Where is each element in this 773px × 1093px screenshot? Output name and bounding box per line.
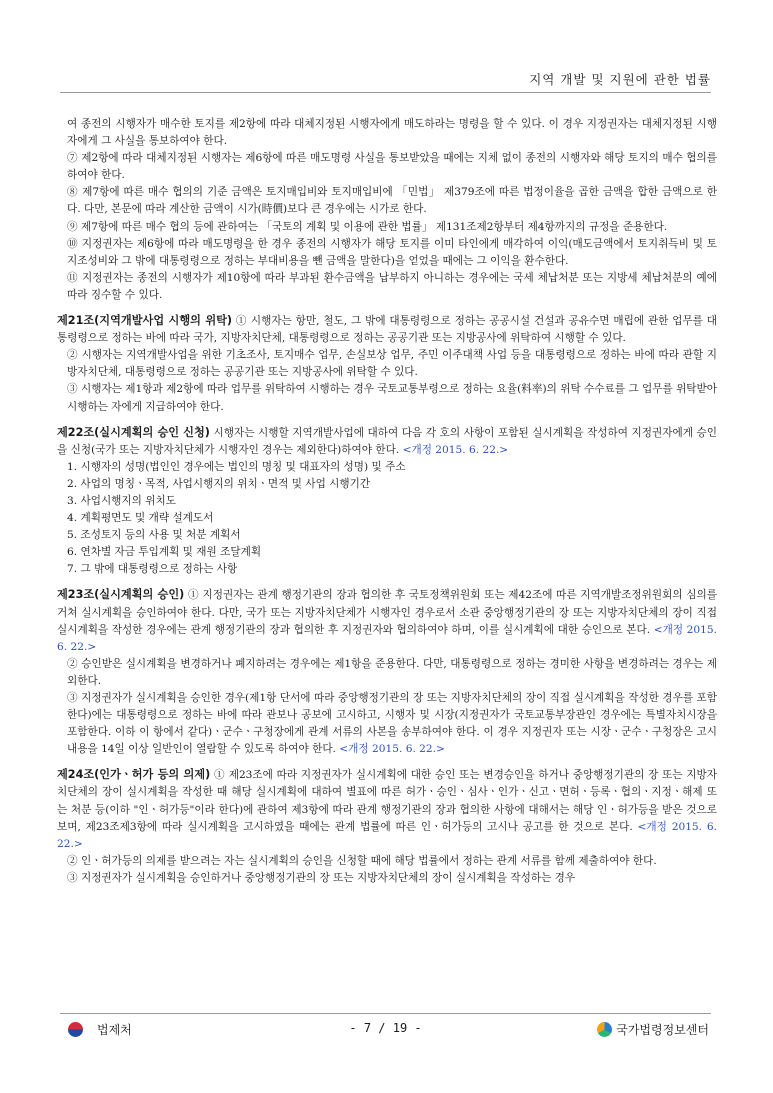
article-23 (57, 586, 717, 655)
paragraph: ⑦ 제2항에 따라 대체지정된 시행자는 제6항에 따른 매도명령 사실을 통보받았을 때에는 지체 없이 종전의 시행자와 해당 토지의 매수 협의를 하여야 한다. (67, 152, 717, 182)
article-text: 시행자는 시행할 지역개발사업에 대하여 다음 각 호의 사항이 포함된 실시계획을 작성하여 지정권자에게 승인을 신청(국가 또는 지방자치단체가 시행자인 경우는 제외한다)하여야 한다. (57, 426, 717, 456)
paragraph: ② 승인받은 실시계획을 변경하거나 폐지하려는 경우에는 제1항을 준용한다. 다만, 대통령령으로 정하는 경미한 사항을 변경하려는 경우는 제외한다. (67, 657, 717, 687)
article-22 (57, 424, 717, 459)
paragraph: ⑩ 지정권자는 제6항에 따라 매도명령을 한 경우 종전의 시행자가 해당 토지를 이미 타인에게 매각하여 이익(매도금액에서 토지취득비 및 토지조성비와 그 밖에 대통령령으로 정하는 부대비용을 뺀 금액을 말한다)을 얻었을 때에는 그 이익을 환수한다. (67, 237, 717, 267)
list-item: 6. 연차별 자금 투입계획 및 재원 조달계획 (67, 546, 262, 559)
law-center-logo-icon (597, 1022, 612, 1037)
list-item: 7. 그 밖에 대통령령으로 정하는 사항 (67, 563, 238, 576)
list-item: 4. 계획평면도 및 개략 설계도서 (67, 512, 214, 525)
list-item: 1. 시행자의 성명(법인인 경우에는 법인의 명칭 및 대표자의 성명) 및 주소 (67, 460, 406, 473)
paragraph: ② 인ㆍ허가등의 의제를 받으려는 자는 실시계획의 승인을 신청할 때에 해당 법률에서 정하는 관계 서류를 함께 제출하여야 한다. (67, 854, 657, 867)
page-number: - 7 / 19 - (349, 1021, 422, 1035)
paragraph (57, 690, 717, 758)
list-item: 2. 사업의 명칭ㆍ목적, 사업시행지의 위치ㆍ면적 및 사업 시행기간 (67, 477, 371, 490)
amendment-note: <개정 2015. 6. 22.> (339, 743, 445, 756)
paragraph: ⑧ 제7항에 따른 매수 협의의 기준 금액은 토지매입비와 토지매입비에 「민법」 제379조에 따른 법정이율을 곱한 금액을 합한 금액으로 한다. 다만, 본문에 따라 계산한 금액이 시가(時價)보다 큰 경우에는 시가로 한다. (67, 186, 717, 216)
amendment-note: <개정 2015. 6. 22.> (402, 443, 509, 456)
amendment-note: <개정 2015. 6. 22.> (57, 820, 717, 850)
paragraph: ② 시행자는 지역개발사업을 위한 기초조사, 토지매수 업무, 손실보상 업무, 주민 이주대책 사업 등을 대통령령으로 정하는 바에 따라 관할 지방자치단체, 대통령령으로 정하는 공공기관 또는 지방공사에 위탁할 수 있다. (67, 349, 717, 379)
paragraph: ⑨ 제7항에 따른 매수 협의 등에 관하여는 「국토의 계획 및 이용에 관한 법률」 제131조제2항부터 제4항까지의 규정을 준용한다. (67, 220, 668, 233)
list-item: 5. 조성토지 등의 사용 및 처분 계획서 (67, 529, 241, 542)
document-body (57, 116, 717, 887)
footer-publisher-label: 법제처 (97, 1023, 132, 1037)
page-footer (60, 1013, 711, 1036)
paragraph-text: ③ 지정권자가 실시계획을 승인한 경우(제1항 단서에 따라 중앙행정기관의 장 또는 지방자치단체의 장이 직접 실시계획을 작성한 경우를 포함한다)에는 대통령령으로 정하는 바에 따라 관보나 공보에 고시하고, 시행자 및 시장(지정권자가 국토교통부장관인 경우에는 특별자치시장을 포함한다. 이하 이 항에서 같다)ㆍ군수ㆍ구청장에게 관계 서류의 사본을 송부하여야 한다. 이 경우 지정권자 또는 시장ㆍ군수ㆍ구청장은 고시내용을 14일 이상 일반인이 열람할 수 있도록 하여야 한다. (67, 692, 718, 756)
article-text: ① 제23조에 따라 지정권자가 실시계획에 대한 승인 또는 변경승인을 하거나 중앙행정기관의 장 또는 지방자치단체의 장이 실시계획을 작성한 때 해당 실시계획에 대하여 별표에 따른 허가ㆍ승인ㆍ심사ㆍ인가ㆍ신고ㆍ면허ㆍ등록ㆍ협의ㆍ지정ㆍ해제 또는 처분 등(이하 "인ㆍ허가등"이라 한다)에 관하여 제3항에 따라 관계 행정기관의 장과 협의한 사항에 대해서는 해당 인ㆍ허가등을 받은 것으로 보며, 제23조제3항에 따라 실시계획을 고시하였을 때에는 관계 법률에 따른 인ㆍ허가등의 고시나 공고를 한 것으로 본다. (57, 769, 717, 833)
paragraph: 여 종전의 시행자가 매수한 토지를 제2항에 따라 대체지정된 시행자에게 매도하라는 명령을 할 수 있다. 이 경우 지정권자는 대체지정된 시행자에게 그 사실을 통보하여야 한다. (67, 118, 717, 148)
article-title: 제23조(실시계획의 승인) (57, 588, 185, 602)
paragraph: ⑪ 지정권자는 종전의 시행자가 제10항에 따라 부과된 환수금액을 납부하지 아니하는 경우에는 국세 체납처분 또는 지방세 체납처분의 예에 따라 징수할 수 있다. (67, 271, 717, 301)
article-title: 제21조(지역개발사업 시행의 위탁) (57, 314, 233, 328)
footer-source (597, 1021, 709, 1038)
article-24 (57, 766, 717, 852)
article-text: ① 지정권자는 관계 행정기관의 장과 협의한 후 국토정책위원회 또는 제42조에 따른 지역개발조정위원회의 심의를 거쳐 실시계획을 승인하여야 한다. 다만, 국가 또는 지방자치단체가 시행자인 경우로서 소관 중앙행정기관의 장 또는 지방자치단체의 장이 직접 실시계획을 작성한 경우에는 관계 행정기관의 장과 협의한 후 지정권자와 협의하여야 하며, 이를 실시계획에 대한 승인으로 본다. (57, 589, 717, 636)
footer-source-label: 국가법령정보센터 (616, 1023, 709, 1037)
article-21 (57, 312, 717, 347)
page-header (60, 62, 711, 93)
article-text: ① 시행자는 항만, 철도, 그 밖에 대통령령으로 정하는 공공시설 건설과 공유수면 매립에 관한 업무를 대통령령으로 정하는 바에 따라 국가, 지방자치단체, 대통령령으로 정하는 공공기관 또는 지방공사에 위탁하여 시행할 수 있다. (57, 315, 718, 345)
paragraph: ③ 시행자는 제1항과 제2항에 따라 업무를 위탁하여 시행하는 경우 국토교통부령으로 정하는 요율(料率)의 위탁 수수료를 그 업무를 위탁받아 시행하는 자에게 지급하여야 한다. (67, 383, 717, 413)
paragraph: ③ 지정권자가 실시계획을 승인하거나 중앙행정기관의 장 또는 지방자치단체의 장이 실시계획을 작성하는 경우 (67, 871, 576, 884)
header-title: 지역 개발 및 지원에 관한 법률 (529, 72, 711, 87)
list-item: 3. 사업시행지의 위치도 (67, 494, 176, 507)
article-title: 제22조(실시계획의 승인 신청) (57, 425, 210, 439)
article-title: 제24조(인가ㆍ허가 등의 의제) (57, 768, 211, 782)
amendment-note: <개정 2015. 6. 22.> (57, 623, 717, 653)
